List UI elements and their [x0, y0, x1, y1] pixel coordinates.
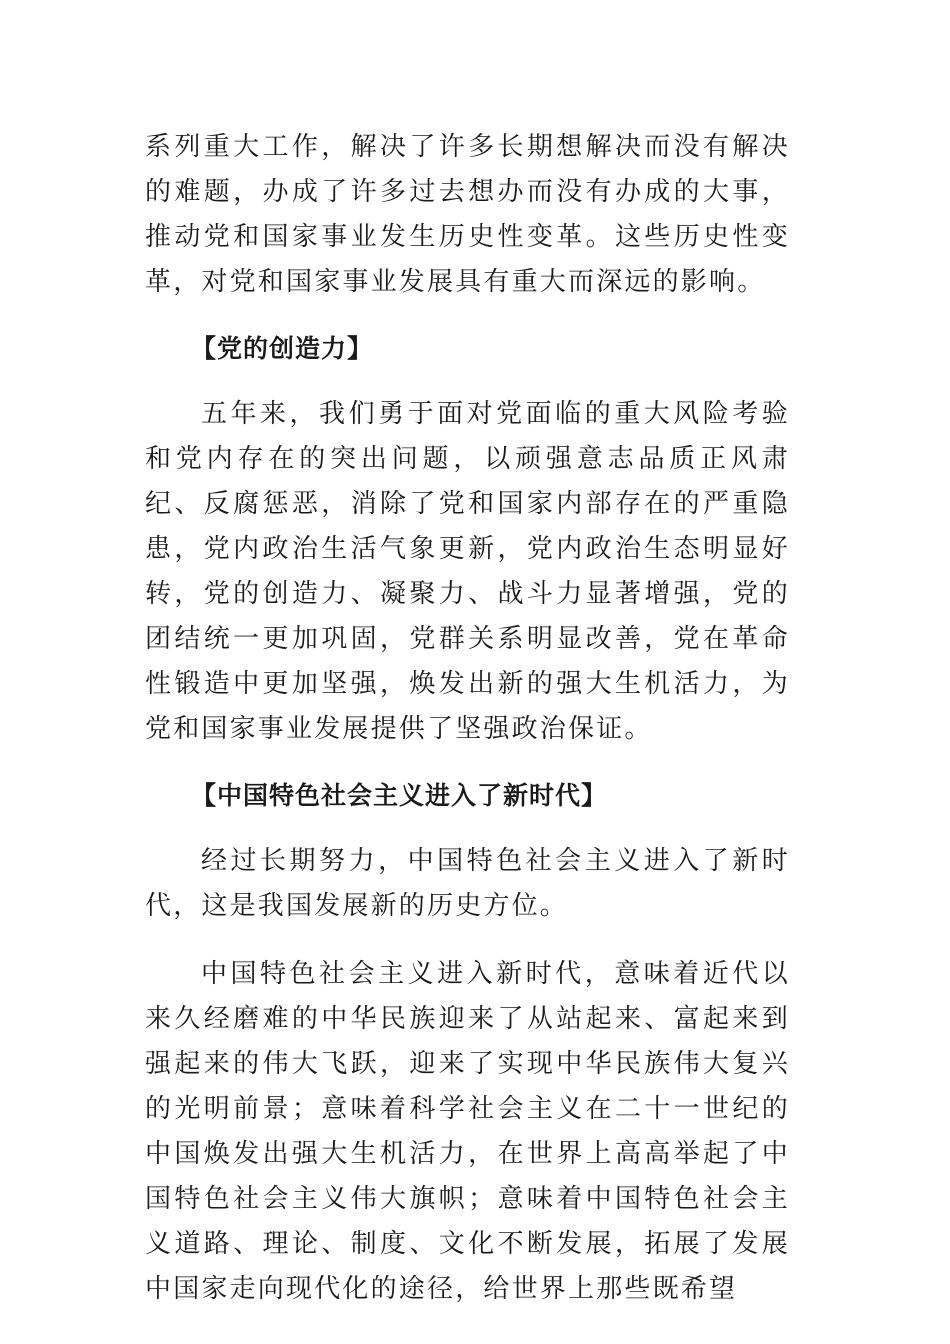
section-heading-new-era: 【中国特色社会主义进入了新时代】: [191, 781, 608, 810]
paragraph-new-era-intro: 经过长期努力，中国特色社会主义进入了新时代，这是我国发展新的历史方位。: [145, 846, 790, 921]
spacer: [145, 929, 790, 952]
document-body: [145, 125, 790, 1312]
spacer: [145, 818, 790, 839]
paragraph-five-years: 五年来，我们勇于面对党面临的重大风险考验和党内存在的突出问题，以顽强意志品质正风肃纪、反腐惩恶，消除了党和国家内部存在的严重隐患，党内政治生活气象更新，党内政治生态明显好转，党的创造力、凝聚力、战斗力显著增强，党的团结统一更加巩固，党群关系明显改善，党在革命性锻造中更加坚强，焕发出新的强大生机活力，为党和国家事业发展提供了坚强政治保证。: [145, 399, 790, 744]
section-heading-party-creativity: 【党的创造力】: [191, 334, 374, 363]
spacer: [145, 305, 790, 326]
paragraph-continuation: 系列重大工作，解决了许多长期想解决而没有解决的难题，办成了许多过去想办而没有办成的大事，推动党和国家事业发生历史性变革。这些历史性变革，对党和国家事业发展具有重大而深远的影响。: [145, 132, 790, 297]
spacer: [145, 371, 790, 392]
paragraph-new-era-meaning: 中国特色社会主义进入新时代，意味着近代以来久经磨难的中华民族迎来了从站起来、富起来到强起来的伟大飞跃，迎来了实现中华民族伟大复兴的光明前景；意味着科学社会主义在二十一世纪的中国焕发出强大生机活力，在世界上高高举起了中国特色社会主义伟大旗帜；意味着中国特色社会主义道路、理论、制度、文化不断发展，拓展了发展中国家走向现代化的途径，给世界上那些既希望: [145, 959, 790, 1304]
spacer: [145, 752, 790, 773]
